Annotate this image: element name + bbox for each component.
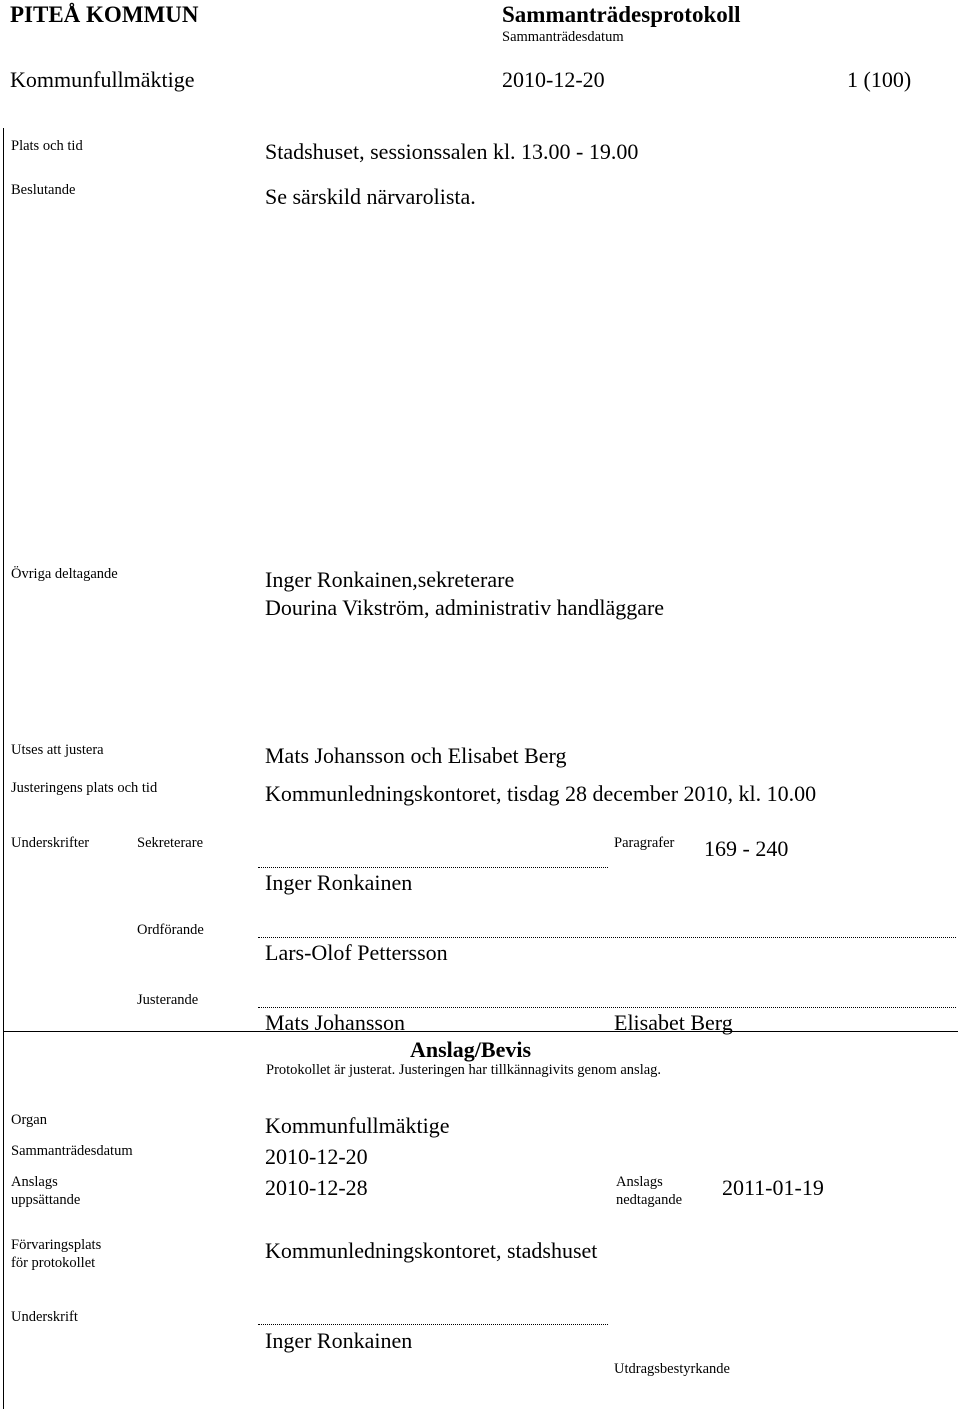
adjusters-signature-line: [258, 1007, 956, 1008]
others-value-1: Inger Ronkainen,sekreterare: [265, 567, 515, 592]
left-border-top: [3, 128, 4, 1032]
storage-value: Kommunledningskontoret, stadshuset: [265, 1238, 598, 1263]
organ-label: Organ: [11, 1112, 47, 1128]
notice-signature-line: [258, 1324, 608, 1325]
place-value: Stadshuset, sessionssalen kl. 13.00 - 19.00: [265, 139, 639, 164]
chair-label: Ordförande: [137, 922, 204, 938]
removed-label-line1: Anslags: [616, 1174, 663, 1190]
adjust-value: Mats Johansson och Elisabet Berg: [265, 743, 567, 768]
certified-label: Utdragsbestyrkande: [614, 1361, 730, 1377]
paragraphs-value: 169 - 240: [704, 836, 789, 861]
document-type: Sammanträdesprotokoll: [502, 2, 741, 27]
left-border-bottom: [3, 1031, 4, 1409]
removed-label-line2: nedtagande: [616, 1192, 683, 1208]
posted-label-line2: uppsättande: [11, 1192, 81, 1208]
municipality-name: PITEÅ KOMMUN: [10, 2, 199, 27]
organ-value: Kommunfullmäktige: [265, 1113, 450, 1138]
place-label: Plats och tid: [11, 138, 83, 154]
adjuster-2-name: Elisabet Berg: [614, 1010, 733, 1035]
decision-value: Se särskild närvarolista.: [265, 184, 476, 209]
signature-section-divider: [3, 1031, 958, 1032]
header-date-label: Sammanträdesdatum: [502, 29, 624, 45]
signature-label: Underskrift: [11, 1309, 78, 1325]
storage-label-line2: för protokollet: [11, 1255, 96, 1271]
removed-value: 2011-01-19: [722, 1175, 824, 1200]
page-number: 1 (100): [847, 67, 912, 92]
secretary-signature-line: [258, 867, 608, 868]
adjusters-label: Justerande: [137, 992, 199, 1008]
notice-text: Protokollet är justerat. Justeringen har tillkännagivits genom anslag.: [266, 1062, 662, 1078]
adjust-place-value: Kommunledningskontoret, tisdag 28 december 2010, kl. 10.00: [265, 781, 817, 806]
others-label: Övriga deltagande: [11, 566, 118, 582]
adjust-place-label: Justeringens plats och tid: [11, 780, 158, 796]
others-value-2: Dourina Vikström, administrativ handläggare: [265, 595, 665, 620]
header-body: Kommunfullmäktige: [10, 67, 195, 92]
notice-date-value: 2010-12-20: [265, 1144, 368, 1169]
adjust-label: Utses att justera: [11, 742, 104, 758]
chair-signature-line: [258, 937, 956, 938]
paragraphs-label: Paragrafer: [614, 835, 675, 851]
adjuster-1-name: Mats Johansson: [265, 1010, 405, 1035]
posted-value: 2010-12-28: [265, 1175, 368, 1200]
notice-title: Anslag/Bevis: [410, 1037, 532, 1062]
secretary-label: Sekreterare: [137, 835, 204, 851]
storage-label-line1: Förvaringsplats: [11, 1237, 102, 1253]
secretary-name: Inger Ronkainen: [265, 870, 413, 895]
notice-date-label: Sammanträdesdatum: [11, 1143, 133, 1159]
decision-label: Beslutande: [11, 182, 76, 198]
posted-label-line1: Anslags: [11, 1174, 58, 1190]
signatures-label: Underskrifter: [11, 835, 90, 851]
notice-signature-name: Inger Ronkainen: [265, 1328, 413, 1353]
header-date: 2010-12-20: [502, 67, 605, 92]
chair-name: Lars-Olof Pettersson: [265, 940, 448, 965]
